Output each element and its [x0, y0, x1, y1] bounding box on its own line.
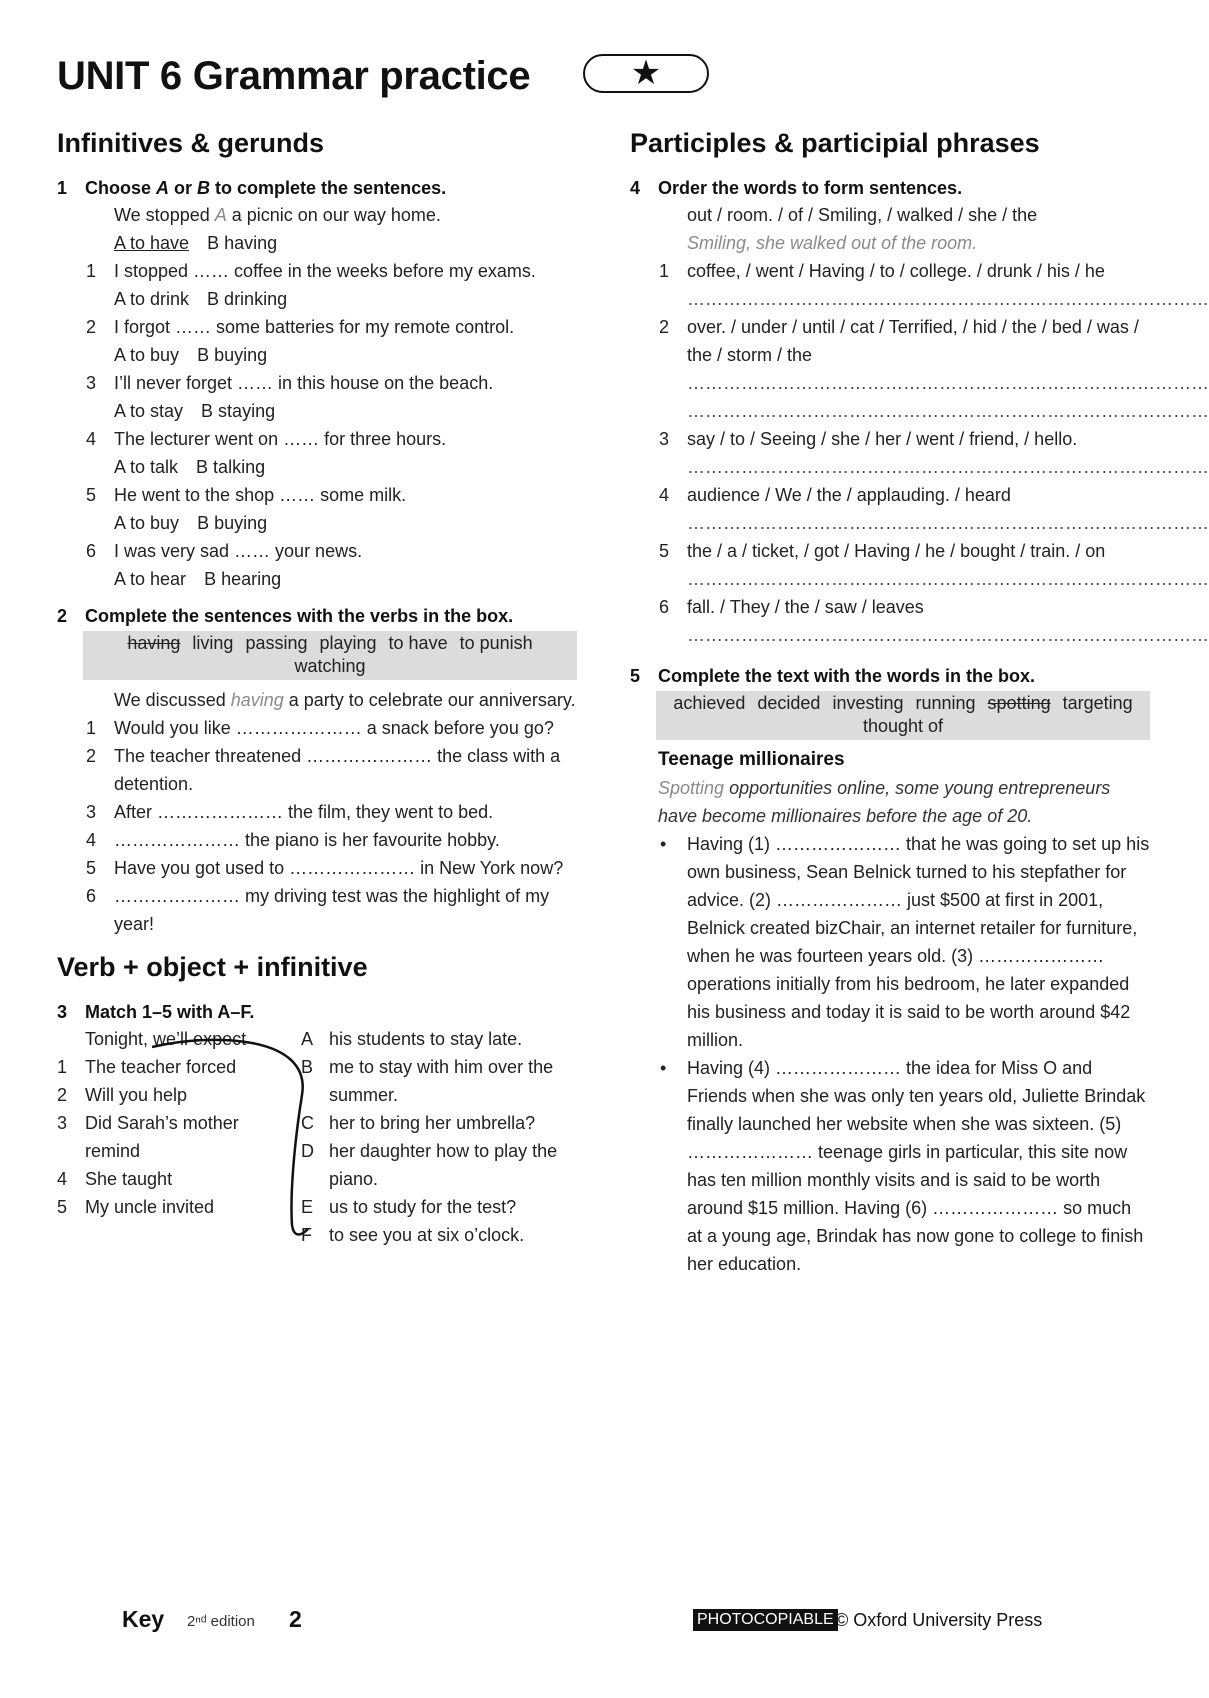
option-b: B drinking [207, 289, 288, 309]
question-number: 5 [659, 541, 670, 561]
example-words: out / room. / of / Smiling, / walked / she / the [687, 205, 1038, 225]
text-intro: Spotting opportunities online, some young entrepreneurs have become millionaires before the age of 20. [658, 778, 1111, 826]
box-word: decided [757, 693, 821, 713]
match-text: She taught [85, 1169, 173, 1189]
option-b: B buying [197, 513, 268, 533]
question-options [114, 453, 577, 481]
match-number: 5 [57, 1197, 68, 1217]
left-column [57, 128, 577, 1257]
exercise-instruction: Complete the sentences with the verbs in the box. [85, 606, 514, 626]
match-number: 1 [57, 1057, 68, 1077]
question-item [57, 537, 577, 593]
answer-line: …………………………………………………………………………… [687, 625, 1209, 645]
example-sentence: We stopped A a picnic on our way home. [114, 205, 441, 225]
question-text: After ………………… the film, they went to bed. [114, 802, 494, 822]
option-a: A to talk [114, 457, 179, 477]
question-number: 3 [86, 373, 97, 393]
match-text: to see you at six o’clock. [329, 1225, 525, 1245]
question-options [114, 397, 577, 425]
exercise-number: 4 [630, 178, 641, 198]
question-text: I was very sad …… your news. [114, 541, 363, 561]
match-right-item [301, 1193, 577, 1221]
option-a: A to buy [114, 345, 180, 365]
footer-page-number: 2 [289, 1606, 302, 1632]
question-item [57, 714, 577, 742]
match-letter: E [301, 1197, 314, 1217]
answer-line: …………………………………………………………………………… [687, 569, 1209, 589]
question-text: I forgot …… some batteries for my remote control. [114, 317, 515, 337]
example-options [57, 229, 577, 257]
question-item [630, 313, 1209, 425]
option-a: A to buy [114, 513, 180, 533]
option-b: B having [207, 233, 278, 253]
question-item [630, 593, 1209, 649]
match-number: 4 [57, 1169, 68, 1189]
box-word: playing [319, 633, 377, 653]
question-number: 5 [86, 485, 97, 505]
question-item [57, 798, 577, 826]
question-text: Would you like ………………… a snack before you go? [114, 718, 554, 738]
box-word: to punish [459, 633, 533, 653]
match-text: us to study for the test? [329, 1197, 517, 1217]
example-match-line [152, 1035, 312, 1245]
exercise-number: 2 [57, 606, 68, 626]
text-paragraph [630, 1054, 1150, 1278]
exercise-instruction: Order the words to form sentences. [658, 178, 963, 198]
match-text: Did Sarah’s mother remind [85, 1113, 239, 1161]
text-paragraph [630, 830, 1150, 1054]
exercise-2-heading [57, 603, 577, 629]
match-letter: C [301, 1113, 314, 1133]
footer-edition: 2ⁿᵈ edition [187, 1613, 255, 1630]
question-item [630, 537, 1209, 593]
answer-line: …………………………………………………………………………… [687, 513, 1209, 533]
question-item [57, 882, 577, 938]
match-letter: A [301, 1029, 314, 1049]
match-number: 2 [57, 1085, 68, 1105]
match-text: her to bring her umbrella? [329, 1113, 536, 1133]
question-text: Have you got used to ………………… in New York now? [114, 858, 564, 878]
question-text: ………………… the piano is her favourite hobby. [114, 830, 500, 850]
option-a: A to drink [114, 289, 190, 309]
question-text: I stopped …… coffee in the weeks before my exams. [114, 261, 536, 281]
section-heading-participles: Participles & participial phrases [630, 128, 1040, 158]
question-number: 4 [86, 429, 97, 449]
exercise-instruction: Choose A or B to complete the sentences. [85, 178, 447, 198]
question-words: coffee, / went / Having / to / college. / drunk / his / he [687, 261, 1105, 281]
box-word: thought of [862, 716, 944, 736]
question-number: 4 [86, 830, 97, 850]
paragraph-text: Having (1) ………………… that he was going to set up his own business, Sean Belnick turned to his stepfather for advice. (2) ………………… just $500 at first in 2001, Belnick created bizChair, an internet retailer for furniture, when he was fourteen years old. (3) ………………… operations initially from his bedroom, he later expanded his business and today it is said to be worth around $42 million. [687, 834, 1150, 1050]
question-number: 1 [86, 718, 97, 738]
question-options [114, 565, 577, 593]
match-text: Will you help [85, 1085, 188, 1105]
question-words: fall. / They / the / saw / leaves [687, 597, 924, 617]
option-b: B hearing [204, 569, 282, 589]
question-options [114, 341, 577, 369]
exercise-5-heading [630, 663, 1150, 689]
question-item [57, 369, 577, 425]
question-text: The lecturer went on …… for three hours. [114, 429, 447, 449]
answer-line: …………………………………………………………………………… [687, 289, 1209, 309]
box-word: having [127, 633, 181, 653]
word-box [656, 691, 1150, 740]
example-answer: having [230, 690, 284, 710]
section-heading-infinitives: Infinitives & gerunds [57, 128, 325, 158]
match-letter: F [301, 1225, 312, 1245]
photocopiable-badge: PHOTOCOPIABLE [693, 1609, 838, 1631]
question-options [114, 285, 577, 313]
question-text: ………………… my driving test was the highlight of my year! [114, 886, 550, 934]
question-words: the / a / ticket, / got / Having / he / bought / train. / on [687, 541, 1106, 561]
question-number: 1 [659, 261, 670, 281]
text-title: Teenage millionaires [658, 749, 845, 770]
box-word: achieved [673, 693, 746, 713]
match-right-item [301, 1109, 577, 1137]
exercise-instruction: Match 1–5 with A–F. [85, 1002, 255, 1022]
box-word: targeting [1062, 693, 1133, 713]
exercise-2 [57, 603, 577, 938]
question-item [630, 481, 1209, 537]
question-text: I’ll never forget …… in this house on the beach. [114, 373, 494, 393]
answer-line: …………………………………………………………………………… [687, 373, 1209, 393]
exercise-number: 5 [630, 666, 641, 686]
match-text: Tonight, we’ll expect [85, 1029, 247, 1049]
exercise-number: 3 [57, 1002, 68, 1022]
exercise-number: 1 [57, 178, 68, 198]
question-number: 6 [659, 597, 670, 617]
question-number: 6 [86, 886, 97, 906]
question-item [57, 742, 577, 798]
match-right-list [301, 1025, 577, 1249]
question-item [57, 854, 577, 882]
match-letter: D [301, 1141, 314, 1161]
question-number: 4 [659, 485, 670, 505]
match-number: 3 [57, 1113, 68, 1133]
match-right-item [301, 1053, 577, 1109]
option-a: A to stay [114, 401, 184, 421]
question-text: The teacher threatened ………………… the class with a detention. [114, 746, 561, 794]
match-right-item [301, 1137, 577, 1193]
question-number: 2 [659, 317, 670, 337]
question-number: 3 [86, 802, 97, 822]
example-sentence: We discussed having a party to celebrate our anniversary. [114, 690, 576, 710]
question-item [630, 425, 1209, 481]
box-word: watching [294, 656, 366, 676]
match-text: The teacher forced [85, 1057, 237, 1077]
exercise-3 [57, 999, 577, 1247]
exercise-1 [57, 175, 577, 593]
question-item [57, 826, 577, 854]
example-answer: Smiling, she walked out of the room. [687, 233, 978, 253]
match-text: her daughter how to play the piano. [329, 1141, 558, 1189]
box-word: living [192, 633, 234, 653]
exercise-instruction: Complete the text with the words in the box. [658, 666, 1036, 686]
question-number: 3 [659, 429, 670, 449]
question-number: 2 [86, 746, 97, 766]
word-box [83, 631, 577, 680]
box-word: spotting [987, 693, 1051, 713]
box-word: to have [388, 633, 448, 653]
question-options [114, 509, 577, 537]
question-item [57, 257, 577, 313]
match-text: me to stay with him over the summer. [329, 1057, 554, 1105]
exercise-4 [630, 175, 1209, 649]
exercise-1-heading [57, 175, 577, 201]
example-answer: A [214, 205, 227, 225]
exercise-4-heading [630, 175, 1150, 201]
question-number: 6 [86, 541, 97, 561]
question-text: He went to the shop …… some milk. [114, 485, 407, 505]
box-word: passing [245, 633, 308, 653]
section-heading-verb-object: Verb + object + infinitive [57, 952, 368, 982]
match-text: My uncle invited [85, 1197, 215, 1217]
question-item [57, 425, 577, 481]
footer-key-label: Key [122, 1606, 165, 1632]
option-a: A to hear [114, 569, 187, 589]
match-text: his students to stay late. [329, 1029, 523, 1049]
page-title: UNIT 6 Grammar practice [57, 54, 531, 98]
bullet-icon: • [660, 834, 667, 854]
question-item [57, 313, 577, 369]
question-words: say / to / Seeing / she / her / went / friend, / hello. [687, 429, 1078, 449]
bullet-icon: • [660, 1058, 667, 1078]
box-word: running [915, 693, 976, 713]
match-right-item [301, 1221, 577, 1249]
paragraph-text: Having (4) ………………… the idea for Miss O and Friends when she was only ten years old, Juliette Brindak finally launched her website when she was sixteen. (5) ………………… teenage girls in particular, this site now has ten million monthly visits and is said to be worth around $15 million. Having (6) ………………… so much at a young age, Brindak has now gone to college to finish her education. [687, 1058, 1146, 1274]
right-column [630, 128, 1209, 1288]
question-number: 2 [86, 317, 97, 337]
option-b: B staying [201, 401, 276, 421]
star-icon: ★ [630, 54, 662, 92]
option-b: B buying [197, 345, 268, 365]
publisher-credit: © Oxford University Press [835, 1610, 1043, 1630]
question-words: over. / under / until / cat / Terrified, / hid / the / bed / was / the / storm / the [687, 317, 1139, 365]
exercise-3-heading [57, 999, 577, 1025]
question-number: 1 [86, 261, 97, 281]
intro-answer: Spotting [658, 778, 725, 798]
star-level-badge [583, 54, 709, 93]
question-words: audience / We / the / applauding. / heard [687, 485, 1011, 505]
match-right-item [301, 1025, 577, 1053]
option-a-chosen: A to have [114, 233, 190, 253]
answer-line: …………………………………………………………………………… [687, 401, 1209, 421]
question-item [630, 257, 1209, 313]
question-number: 5 [86, 858, 97, 878]
exercise-5 [630, 663, 1150, 1278]
matching-area [57, 1025, 577, 1247]
answer-line: …………………………………………………………………………… [687, 457, 1209, 477]
box-word: investing [832, 693, 904, 713]
option-b: B talking [196, 457, 266, 477]
question-item [57, 481, 577, 537]
match-letter: B [301, 1057, 314, 1077]
